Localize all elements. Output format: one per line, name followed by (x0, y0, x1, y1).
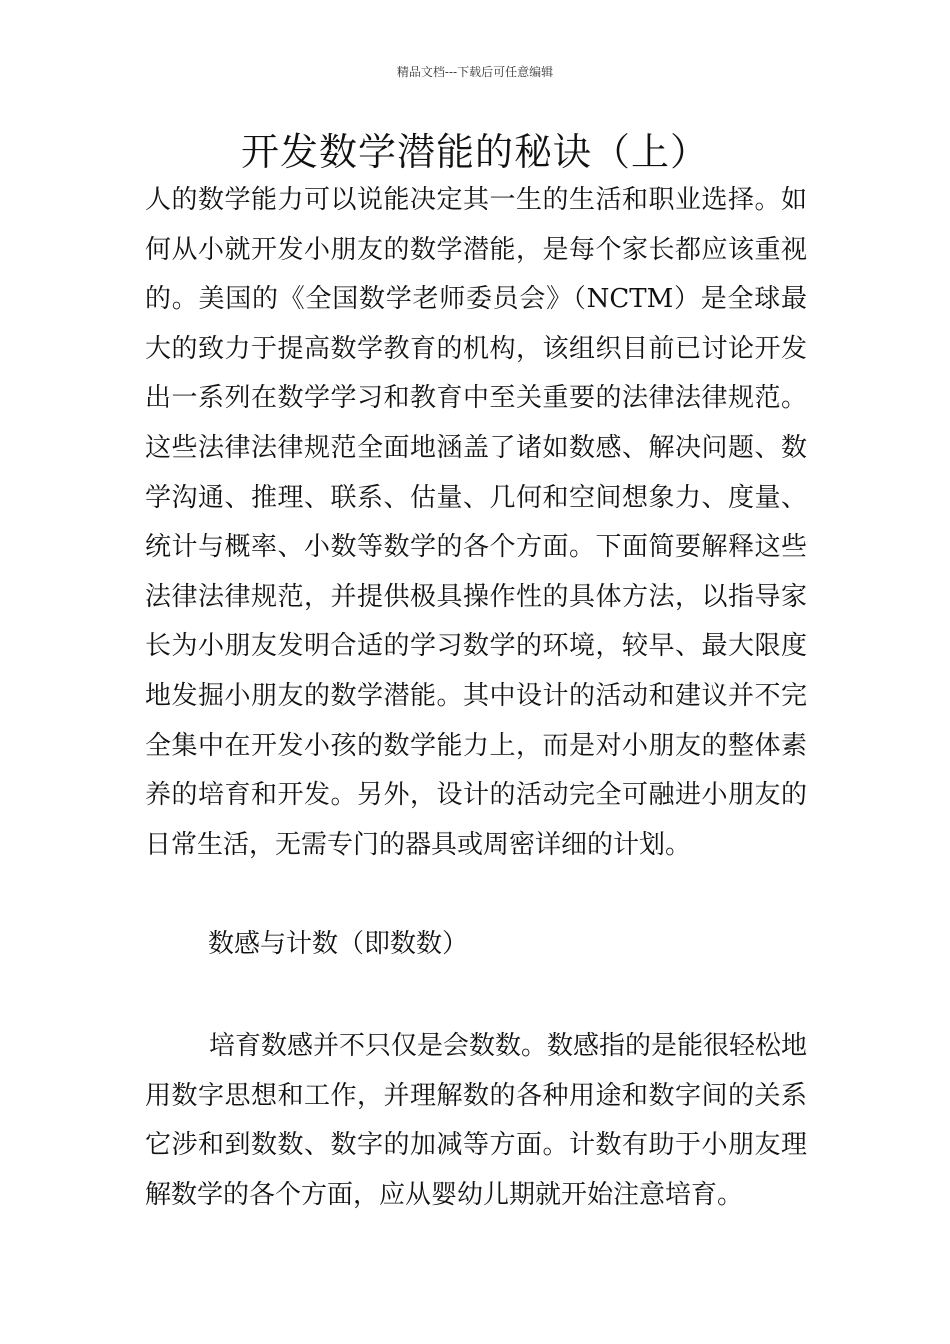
section-paragraph: 培育数感并不只仅是会数数。数感指的是能很轻松地用数字思想和工作，并理解数的各种用途和数字间的关系它涉和到数数、数字的加减等方面。计数有助于小朋友理解数学的各个方面，应从婴幼儿期就开始注意培育。 (145, 1031, 808, 1210)
document-title: 开发数学潜能的秘诀（上） (240, 130, 709, 174)
header-note: 精品文档---下载后可任意编辑 (396, 65, 554, 79)
intro-paragraph: 人的数学能力可以说能决定其一生的生活和职业选择。如何从小就开发小朋友的数学潜能，是每个家长都应该重视的。美国的《全国数学老师委员会》（NCTM）是全球最大的致力于提高数学教育的机构，该组织目前已讨论开发出一系列在数学学习和教育中至关重要的法律法律规范。这些法律法律规范全面地涵盖了诸如数感、解决问题、数学沟通、推理、联系、估量、几何和空间想象力、度量、统计与概率、小数等数学的各个方面。下面简要解释这些法律法律规范，并提供极具操作性的具体方法，以指导家长为小朋友发明合适的学习数学的环境，较早、最大限度地发掘小朋友的数学潜能。其中设计的活动和建议并不完全集中在开发小孩的数学能力上，而是对小朋友的整体素养的培育和开发。另外，设计的活动完全可融进小朋友的日常生活，无需专门的器具或周密详细的计划。 (145, 185, 807, 860)
section-heading: 数感与计数（即数数） (208, 929, 469, 959)
